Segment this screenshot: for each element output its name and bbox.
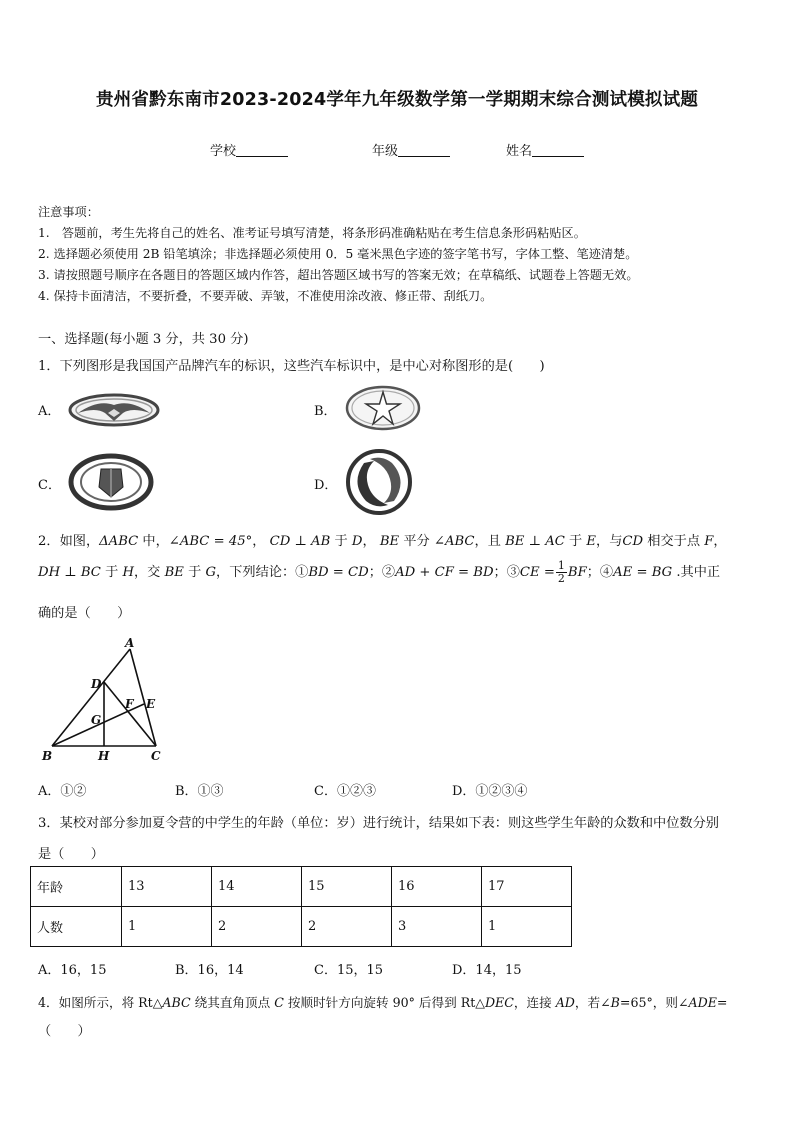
notice-heading: 注意事项： <box>38 205 99 219</box>
table-cell: 13 <box>122 867 212 907</box>
q1-option-b-label: B． <box>314 404 337 419</box>
triangle-figure <box>40 636 170 766</box>
logo-c-icon <box>68 453 154 511</box>
table-cell: 2 <box>212 907 302 947</box>
page-title: 贵州省黔东南市2023-2024学年九年级数学第一学期期末综合测试模拟试题 <box>95 90 699 110</box>
table-cell: 2 <box>302 907 392 947</box>
q2-choice-a[interactable]: A．①② <box>38 784 87 799</box>
label-a: A <box>125 636 135 650</box>
logo-b-icon <box>344 384 422 432</box>
segment-ba <box>52 649 130 746</box>
age-table <box>30 866 572 947</box>
label-d: D <box>91 677 102 691</box>
question-3-line-2: 是（ ） <box>38 847 104 862</box>
table-cell: 3 <box>392 907 482 947</box>
q1-option-d-label: D． <box>314 478 338 493</box>
table-cell: 1 <box>482 907 572 947</box>
name-field: 姓名 <box>506 140 584 159</box>
question-4-line-1: 4．如图所示，将 Rt△ABC 绕其直角顶点 C 按顺时针方向旋转 90° 后得到 Rt△DEC，连接 AD，若∠B=65°，则∠ADE= <box>38 995 728 1010</box>
table-cell: 14 <box>212 867 302 907</box>
name-blank[interactable] <box>532 143 584 157</box>
question-4-line-2: （ ） <box>38 1024 91 1039</box>
table-cell: 年龄 <box>31 867 122 907</box>
fraction-one-half: $\frac{1}{2}$ <box>557 559 565 585</box>
label-f: F <box>125 697 134 711</box>
label-c: C <box>151 749 161 763</box>
q3-choice-d[interactable]: D．14，15 <box>452 963 522 978</box>
table-row <box>31 907 572 947</box>
q3-choice-c[interactable]: C．15，15 <box>314 963 384 978</box>
logo-a-icon <box>68 393 160 427</box>
notice-item: 4. 保持卡面清洁，不要折叠，不要弄破、弄皱，不准使用涂改液、修正带、刮纸刀。 <box>38 289 493 303</box>
notice-item: 3. 请按照题号顺序在各题目的答题区域内作答，超出答题区域书写的答案无效；在草稿纸、试题卷上答题无效。 <box>38 268 639 282</box>
notice-item: 1. 答题前，考生先将自己的姓名、准考证号填写清楚，将条形码准确粘贴在考生信息条形码粘贴区。 <box>38 226 586 240</box>
label-h: H <box>98 749 110 763</box>
q1-option-a-label: A． <box>38 404 61 419</box>
table-cell: 1 <box>122 907 212 947</box>
grade-blank[interactable] <box>398 143 450 157</box>
question-3-line-1: 3．某校对部分参加夏令营的中学生的年龄（单位：岁）进行统计，结果如下表：则这些学生年龄的众数和中位数分别 <box>38 816 719 831</box>
label-e: E <box>146 697 156 711</box>
table-cell: 16 <box>392 867 482 907</box>
question-1-stem: 1．下列图形是我国国产品牌汽车的标识，这些汽车标识中，是中心对称图形的是( ) <box>38 359 545 374</box>
q1-option-c-label: C． <box>38 478 61 493</box>
q2-choice-c[interactable]: C．①②③ <box>314 784 376 799</box>
q3-choice-a[interactable]: A．16，15 <box>38 963 107 978</box>
table-cell: 17 <box>482 867 572 907</box>
question-2-line-2: DH ⊥ BC 于 H，交 BE 于 G，下列结论：①BD = CD；②AD + CF = BD；③CE = $\frac{1}{2}$ BF；④AE = BG .其中正 <box>38 559 721 585</box>
table-cell: 15 <box>302 867 392 907</box>
label-g: G <box>91 713 102 727</box>
question-2-line-1: 2．如图，ΔABC 中，∠ABC = 45°， CD ⊥ AB 于 D， BE 平分 ∠ABC，且 BE ⊥ AC 于 E，与CD 相交于点 F， <box>38 534 727 549</box>
grade-field: 年级 <box>372 140 450 159</box>
section-heading: 一、选择题(每小题 3 分，共 30 分) <box>38 332 249 347</box>
q2-choice-d[interactable]: D．①②③④ <box>452 784 528 799</box>
label-b: B <box>42 749 53 763</box>
table-row <box>31 867 572 907</box>
q2-choice-b[interactable]: B．①③ <box>175 784 224 799</box>
logo-d-icon <box>344 449 414 515</box>
question-2-line-3: 确的是（ ） <box>38 606 131 621</box>
notice-item: 2. 选择题必须使用 2B 铅笔填涂；非选择题必须使用 0．5 毫米黑色字迹的签字笔书写，字体工整、笔迹清楚。 <box>38 247 638 261</box>
school-blank[interactable] <box>236 143 288 157</box>
school-field: 学校 <box>210 140 288 159</box>
q3-choice-b[interactable]: B．16，14 <box>175 963 244 978</box>
table-cell: 人数 <box>31 907 122 947</box>
